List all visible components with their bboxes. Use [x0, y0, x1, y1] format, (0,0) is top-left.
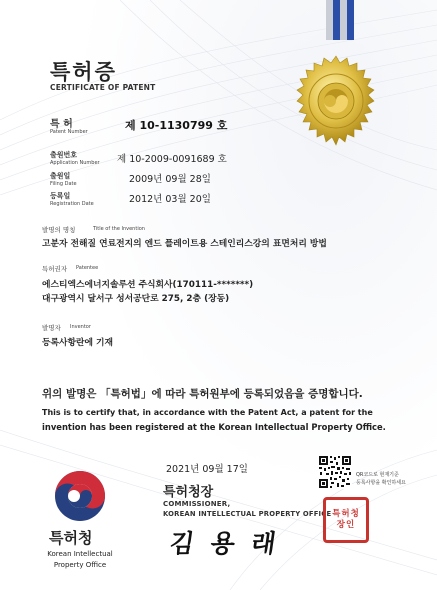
official-seal	[323, 497, 369, 543]
ribbon-stripe	[326, 0, 333, 40]
signatory-title-en-1: COMMISSIONER,	[163, 500, 231, 508]
patent-number: 제 10-1130799 호	[125, 119, 228, 132]
filing-label-en: Filing Date	[50, 181, 77, 187]
qr-code-icon	[318, 455, 352, 489]
office-name-en-1: Korean Intellectual	[47, 550, 113, 558]
issue-date: 2021년 09월 17일	[166, 464, 248, 475]
patentee-label: 특허권자	[42, 265, 68, 273]
invention-title: 고분자 전해질 연료전지의 엔드 플레이트용 스테인리스강의 표면처리 방법	[42, 239, 327, 249]
patentee-name: 에스티엑스에너지솔루션 주식회사(170111-*******)	[42, 280, 254, 290]
qr-note-1: QR코드로 현재기준	[356, 472, 399, 478]
signatory-title-ko: 특허청장	[163, 485, 214, 500]
certification-statement-ko: 위의 발명은 「특허법」에 따라 특허원부에 등록되었음을 증명합니다.	[42, 388, 363, 400]
kipo-logo-icon	[53, 469, 107, 523]
registration-date: 2012년 03월 20일	[129, 194, 211, 205]
signature: 김 용 래	[167, 529, 282, 558]
office-name-ko: 특허청	[49, 529, 93, 547]
page-title: 특허증	[50, 60, 117, 84]
application-label: 출원번호	[50, 151, 78, 159]
invention-label: 발명의 명칭	[42, 226, 76, 234]
registration-label: 등록일	[50, 192, 71, 200]
gold-seal-icon	[286, 54, 386, 154]
inventor-label-en: Inventor	[70, 324, 91, 330]
ribbon-stripe	[340, 0, 347, 40]
invention-label-en: Title of the Invention	[93, 226, 145, 232]
inventor-value: 등록사항란에 기재	[42, 338, 114, 348]
patentee-address: 대구광역시 달서구 성서공단로 275, 2층 (장동)	[42, 294, 230, 304]
official-seal-text: 특허청장인	[332, 509, 360, 530]
application-number: 제 10-2009-0091689 호	[117, 154, 227, 165]
patentee-label-en: Patentee	[76, 265, 99, 271]
certification-statement-en-2: invention has been registered at the Korean Intellectual Property Office.	[42, 422, 386, 432]
patent-label: 특 허	[50, 119, 73, 130]
page-subtitle: CERTIFICATE OF PATENT	[50, 83, 156, 92]
ribbon-stripe	[347, 0, 354, 40]
registration-label-en: Registration Date	[50, 201, 94, 207]
office-name-en-2: Property Office	[53, 561, 107, 569]
signatory-title-en-2: KOREAN INTELLECTUAL PROPERTY OFFICE	[163, 510, 332, 518]
qr-note-2: 등록사항을 확인하세요	[356, 480, 406, 486]
patent-label-en: Patent Number	[50, 129, 88, 135]
inventor-label: 발명자	[42, 324, 61, 332]
application-label-en: Application Number	[50, 160, 100, 166]
ribbon-stripe	[333, 0, 340, 40]
certification-statement-en-1: This is to certify that, in accordance with the Patent Act, a patent for the	[42, 408, 373, 417]
filing-date: 2009년 09월 28일	[129, 174, 211, 185]
filing-label: 출원일	[50, 172, 71, 180]
